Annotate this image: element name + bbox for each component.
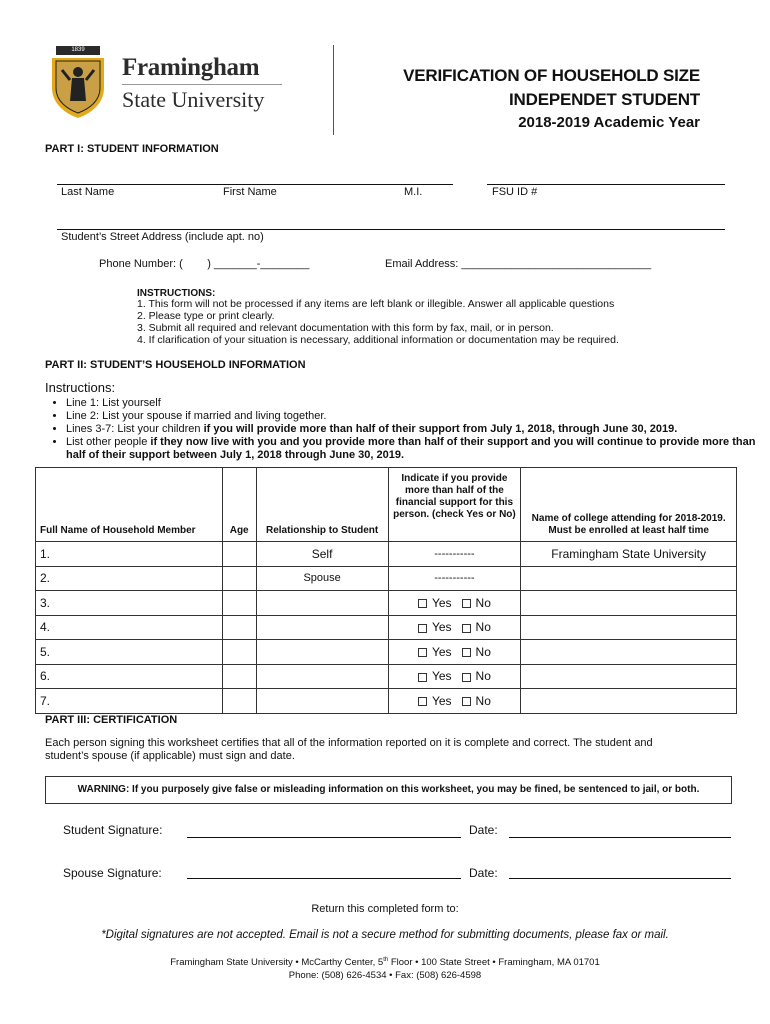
relationship-cell[interactable]: Self [256, 542, 388, 567]
support-cell [388, 615, 521, 640]
spouse-date-line[interactable] [509, 878, 731, 879]
certification-text-line2: student’s spouse (if applicable) must sign and date. [45, 750, 295, 762]
instruction-bullet [66, 397, 756, 410]
phone-field[interactable]: Phone Number: ( ) _______-________ [99, 258, 310, 270]
instruction-item: 1. This form will not be processed if any items are left blank or illegible. Answer all applicable questions [137, 298, 615, 310]
yes-checkbox[interactable] [418, 648, 427, 657]
table-row [36, 591, 737, 616]
part2-heading: PART II: STUDENT’S HOUSEHOLD INFORMATION [45, 359, 306, 371]
no-label: No [475, 595, 491, 610]
address-text: Framingham State University • McCarthy Center, 5 [170, 957, 384, 969]
warning-box: WARNING: If you purposely give false or misleading information on this worksheet, you may be fined, be sentenced to jail, or both. [45, 776, 732, 804]
part2-instructions-label: Instructions: [45, 380, 116, 395]
email-field[interactable]: Email Address: _______________________________ [385, 258, 652, 270]
mi-label: M.I. [404, 186, 423, 198]
support-cell: ----------- [388, 542, 521, 567]
digital-signature-note [0, 929, 770, 941]
age-cell[interactable] [222, 566, 256, 591]
support-cell [388, 591, 521, 616]
seal-year: 1839 [71, 47, 85, 53]
age-cell[interactable] [222, 591, 256, 616]
digital-note-text: *Digital signatures are not accepted. [101, 929, 286, 941]
relationship-cell[interactable] [256, 591, 388, 616]
bullet-bold-text: if you will provide more than half of their support from July 1, 2018, through June 30, 2019. [203, 423, 678, 435]
instructions-title: INSTRUCTIONS: [137, 288, 216, 299]
name-line[interactable] [57, 184, 453, 185]
no-label: No [475, 693, 491, 708]
instructions-list [137, 298, 619, 346]
instruction-bullet [66, 436, 756, 462]
address-line[interactable] [57, 229, 725, 230]
no-checkbox[interactable] [462, 624, 471, 633]
part2-instructions-list [52, 397, 756, 462]
logo-name-line2: State University [122, 87, 265, 112]
bullet-text: List other people [66, 436, 151, 448]
college-cell[interactable] [521, 566, 737, 591]
relationship-cell[interactable] [256, 664, 388, 689]
age-cell[interactable] [222, 542, 256, 567]
logo-rule [122, 84, 282, 85]
instruction-bullet [66, 423, 756, 436]
address-text: Floor • 100 State Street • Framingham, MA 01701 [388, 957, 600, 969]
footer-phone-fax: Phone: (508) 626-4534 • Fax: (508) 626-4598 [288, 970, 482, 981]
row-number[interactable]: 7. [36, 689, 223, 714]
student-signature-label: Student Signature: [63, 823, 163, 837]
table-header-row [36, 468, 737, 542]
fsu-id-label: FSU ID # [492, 186, 538, 198]
no-checkbox[interactable] [462, 673, 471, 682]
support-cell [388, 664, 521, 689]
fsu-id-line[interactable] [487, 184, 725, 185]
form-title-line1: VERIFICATION OF HOUSEHOLD SIZE [403, 66, 700, 85]
row-number[interactable]: 3. [36, 591, 223, 616]
relationship-cell[interactable] [256, 640, 388, 665]
table-row [36, 566, 737, 591]
college-cell[interactable] [521, 591, 737, 616]
college-cell[interactable]: Framingham State University [521, 542, 737, 567]
certification-text-line1: Each person signing this worksheet certifies that all of the information reported on it is complete and correct. The student and [45, 737, 653, 749]
table-row [36, 689, 737, 714]
age-cell[interactable] [222, 615, 256, 640]
yes-checkbox[interactable] [418, 624, 427, 633]
college-cell[interactable] [521, 640, 737, 665]
last-name-label: Last Name [61, 186, 115, 198]
part1-heading: PART I: STUDENT INFORMATION [45, 143, 219, 155]
return-instructions: Return this completed form to: [311, 903, 459, 915]
yes-label: Yes [431, 693, 452, 708]
spouse-signature-label: Spouse Signature: [63, 866, 162, 880]
support-cell [388, 689, 521, 714]
yes-checkbox[interactable] [418, 673, 427, 682]
header-divider [333, 45, 334, 135]
bullet-text: Line 1: List yourself [66, 397, 161, 409]
yes-checkbox[interactable] [418, 697, 427, 706]
student-date-line[interactable] [509, 837, 731, 838]
yes-label: Yes [431, 669, 452, 684]
age-cell[interactable] [222, 689, 256, 714]
form-title-line2: INDEPENDET STUDENT [509, 90, 700, 109]
relationship-cell[interactable]: Spouse [256, 566, 388, 591]
age-cell[interactable] [222, 664, 256, 689]
table-row [36, 542, 737, 567]
col-header-college: Name of college attending for 2018-2019. Must be enrolled at least half time [521, 468, 737, 542]
college-cell[interactable] [521, 664, 737, 689]
instruction-item: 2. Please type or print clearly. [137, 310, 275, 322]
bullet-bold-text: if they now live with you and you provide more than half of their support and you will continue to provide more than half of their support between July 1, 2018 through June 30, 2019. [66, 436, 756, 461]
part3-heading: PART III: CERTIFICATION [45, 714, 178, 726]
household-table [35, 467, 737, 714]
row-number[interactable]: 6. [36, 664, 223, 689]
college-cell[interactable] [521, 689, 737, 714]
spouse-date-label: Date: [469, 866, 498, 880]
yes-label: Yes [431, 595, 452, 610]
student-date-label: Date: [469, 823, 498, 837]
no-label: No [475, 669, 491, 684]
no-checkbox[interactable] [462, 697, 471, 706]
yes-label: Yes [431, 644, 452, 659]
yes-checkbox[interactable] [418, 599, 427, 608]
college-cell[interactable] [521, 615, 737, 640]
no-label: No [475, 620, 491, 635]
logo-name-line1: Framingham [122, 54, 260, 81]
no-checkbox[interactable] [462, 599, 471, 608]
col-header-age: Age [222, 468, 256, 542]
no-label: No [475, 644, 491, 659]
age-cell[interactable] [222, 640, 256, 665]
row-number[interactable]: 5. [36, 640, 223, 665]
email-note-text: Email is not a secure method for submitting documents, please fax or mail. [285, 929, 669, 941]
row-number[interactable]: 4. [36, 615, 223, 640]
table-row [36, 615, 737, 640]
col-header-name: Full Name of Household Member [36, 468, 223, 542]
yes-label: Yes [431, 620, 452, 635]
bullet-text: Lines 3-7: List your children [66, 423, 204, 435]
col-header-relationship: Relationship to Student [256, 468, 388, 542]
relationship-cell[interactable] [256, 689, 388, 714]
instruction-bullet [66, 410, 756, 423]
address-superscript: th [383, 957, 389, 963]
first-name-label: First Name [223, 186, 277, 198]
table-row [36, 640, 737, 665]
spouse-signature-line[interactable] [187, 878, 461, 879]
instruction-item: 4. If clarification of your situation is necessary, additional information or documentation may be required. [137, 334, 619, 346]
row-number[interactable]: 1. [36, 542, 223, 567]
no-checkbox[interactable] [462, 648, 471, 657]
instruction-item: 3. Submit all required and relevant documentation with this form by fax, mail, or in person. [137, 322, 554, 334]
row-number[interactable]: 2. [36, 566, 223, 591]
academic-year: 2018-2019 Academic Year [518, 114, 700, 131]
table-row [36, 664, 737, 689]
footer-address [0, 957, 770, 968]
bullet-text: Line 2: List your spouse if married and living together. [66, 410, 327, 422]
col-header-support: Indicate if you provide more than half of the financial support for this person. (check Yes or No) [388, 468, 521, 542]
relationship-cell[interactable] [256, 615, 388, 640]
university-seal-logo [50, 46, 106, 118]
support-cell [388, 640, 521, 665]
student-signature-line[interactable] [187, 837, 461, 838]
address-label: Student’s Street Address (include apt. no) [61, 231, 264, 243]
support-cell: ----------- [388, 566, 521, 591]
